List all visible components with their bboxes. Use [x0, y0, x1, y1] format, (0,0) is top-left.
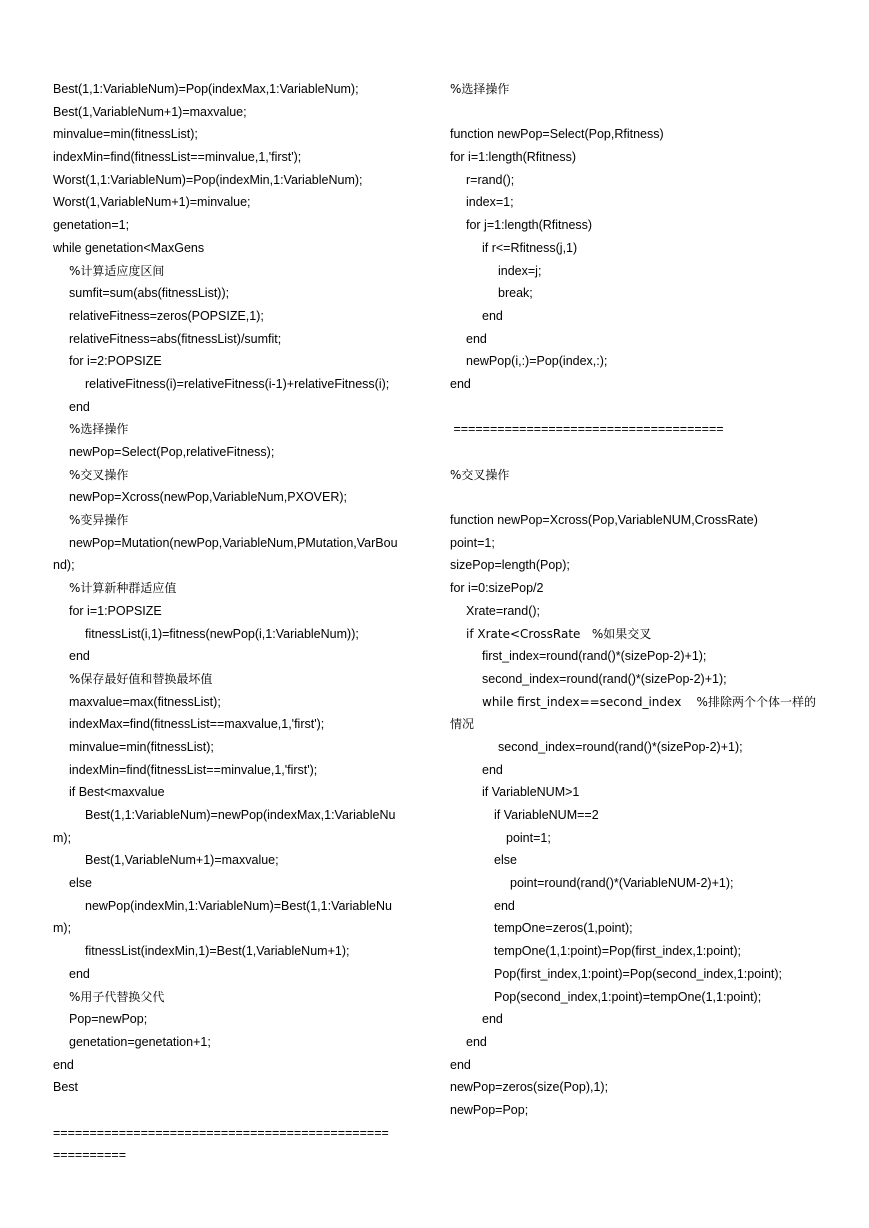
code-line: newPop=Pop; [450, 1102, 529, 1117]
code-line: relativeFitness(i)=relativeFitness(i-1)+relativeFitness(i); [85, 376, 390, 391]
code-line: %计算新种群适应值 [69, 581, 177, 596]
code-line: end [53, 1057, 74, 1072]
code-line: Worst(1,VariableNum+1)=minvalue; [53, 195, 251, 210]
code-line: relativeFitness=abs(fitnessList)/sumfit; [69, 331, 282, 346]
code-line: %选择操作 [450, 82, 510, 96]
code-line: genetation=genetation+1; [69, 1034, 211, 1049]
code-line: index=1; [466, 195, 514, 210]
code-line: second_index=round(rand()*(sizePop-2)+1); [482, 671, 727, 686]
code-line: Worst(1,1:VariableNum)=Pop(indexMin,1:VariableNum); [53, 172, 363, 187]
code-line: point=1; [506, 830, 551, 845]
code-line: newPop=Xcross(newPop,VariableNum,PXOVER); [69, 490, 348, 505]
code-line: indexMax=find(fitnessList==maxvalue,1,'first'); [69, 717, 325, 732]
code-line: for j=1:length(Rfitness) [466, 218, 593, 233]
code-line [450, 486, 822, 509]
code-line: m); [53, 921, 72, 936]
code-line: minvalue=min(fitnessList); [53, 127, 198, 142]
code-line [450, 441, 822, 464]
code-line: end [69, 966, 90, 981]
code-line: newPop=Select(Pop,relativeFitness); [69, 445, 275, 459]
code-line: first_index=round(rand()*(sizePop-2)+1); [482, 649, 707, 664]
code-line: second_index=round(rand()*(sizePop-2)+1); [498, 739, 743, 754]
code-line: function newPop=Select(Pop,Rfitness) [450, 127, 664, 142]
code-line: break; [498, 286, 533, 301]
code-line: ============================================== [53, 1125, 389, 1140]
code-line: ========== [53, 1148, 126, 1163]
code-line: Best [53, 1080, 79, 1095]
code-line: point=round(rand()*(VariableNUM-2)+1); [510, 876, 734, 891]
code-line: Pop(first_index,1:point)=Pop(second_index,1:point); [494, 966, 783, 981]
code-line: %交叉操作 [450, 467, 510, 482]
code-line: Pop(second_index,1:point)=tempOne(1,1:point); [494, 989, 762, 1004]
code-line: end [69, 649, 90, 664]
code-line: %选择操作 [69, 422, 129, 437]
code-line: Best(1,1:VariableNum)=Pop(indexMax,1:VariableNum); [53, 82, 359, 96]
code-line: genetation=1; [53, 218, 130, 233]
code-line: 情况 [450, 717, 475, 732]
code-line: relativeFitness=zeros(POPSIZE,1); [69, 308, 264, 323]
code-line: r=rand(); [466, 172, 515, 187]
code-line [450, 101, 822, 124]
code-line: minvalue=min(fitnessList); [69, 739, 214, 754]
code-line: Xrate=rand(); [466, 603, 540, 618]
code-line: %交叉操作 [69, 467, 129, 482]
code-line: tempOne=zeros(1,point); [494, 921, 633, 936]
code-line [450, 396, 822, 419]
code-line: ===================================== [450, 422, 724, 437]
code-line: sizePop=length(Pop); [450, 558, 570, 573]
left-code-column [53, 78, 415, 1167]
code-line: end [69, 399, 90, 414]
code-line: end [494, 898, 515, 913]
code-line: for i=2:POPSIZE [69, 354, 162, 369]
code-line: %计算适应度区间 [69, 263, 165, 278]
code-line [53, 1099, 415, 1122]
code-line: fitnessList(indexMin,1)=Best(1,VariableNum+1); [85, 944, 350, 959]
code-line: else [494, 853, 517, 868]
code-line: indexMin=find(fitnessList==minvalue,1,'first'); [53, 150, 302, 165]
code-line: for i=1:length(Rfitness) [450, 150, 577, 165]
code-line: Pop=newPop; [69, 1012, 148, 1027]
code-line: end [450, 376, 471, 391]
code-line: Best(1,VariableNum+1)=maxvalue; [53, 104, 247, 119]
code-line: tempOne(1,1:point)=Pop(first_index,1:point); [494, 944, 742, 959]
code-line: if r<=Rfitness(j,1) [482, 240, 578, 255]
right-code-column [450, 78, 822, 1122]
code-line: if VariableNUM==2 [494, 808, 599, 822]
code-line: end [482, 1012, 503, 1027]
code-line: while genetation<MaxGens [53, 240, 205, 255]
code-line: sumfit=sum(abs(fitnessList)); [69, 286, 230, 301]
code-line: %用子代替换父代 [69, 989, 165, 1004]
code-line: end [482, 308, 503, 323]
code-line: %变异操作 [69, 513, 129, 528]
code-line: end [450, 1057, 471, 1072]
code-line: %保存最好值和替换最坏值 [69, 671, 213, 686]
code-line: end [466, 331, 487, 346]
code-line: point=1; [450, 535, 495, 550]
code-line: for i=1:POPSIZE [69, 603, 162, 618]
code-line: while first_index==second_index %排除两个个体一样的 [482, 694, 816, 709]
code-line: newPop(indexMin,1:VariableNum)=Best(1,1:VariableNu [85, 898, 392, 913]
code-line: function newPop=Xcross(Pop,VariableNUM,CrossRate) [450, 513, 758, 528]
code-line: if Xrate<CrossRate %如果交叉 [466, 626, 652, 641]
code-line: index=j; [498, 263, 542, 278]
code-line: fitnessList(i,1)=fitness(newPop(i,1:VariableNum)); [85, 626, 359, 641]
code-line: newPop=zeros(size(Pop),1); [450, 1080, 609, 1095]
code-line: m); [53, 830, 72, 845]
code-line: indexMin=find(fitnessList==minvalue,1,'first'); [69, 762, 318, 777]
code-line: maxvalue=max(fitnessList); [69, 694, 221, 709]
code-line: Best(1,VariableNum+1)=maxvalue; [85, 853, 279, 868]
code-line: for i=0:sizePop/2 [450, 581, 544, 596]
code-line: if VariableNUM>1 [482, 785, 580, 800]
code-line: else [69, 876, 92, 891]
code-line: nd); [53, 558, 75, 573]
code-line: end [482, 762, 503, 777]
code-line: newPop=Mutation(newPop,VariableNum,PMutation,VarBou [69, 535, 398, 550]
code-line: end [466, 1034, 487, 1049]
code-line: newPop(i,:)=Pop(index,:); [466, 354, 608, 369]
code-line: if Best<maxvalue [69, 785, 165, 800]
code-line: Best(1,1:VariableNum)=newPop(indexMax,1:VariableNu [85, 808, 396, 822]
